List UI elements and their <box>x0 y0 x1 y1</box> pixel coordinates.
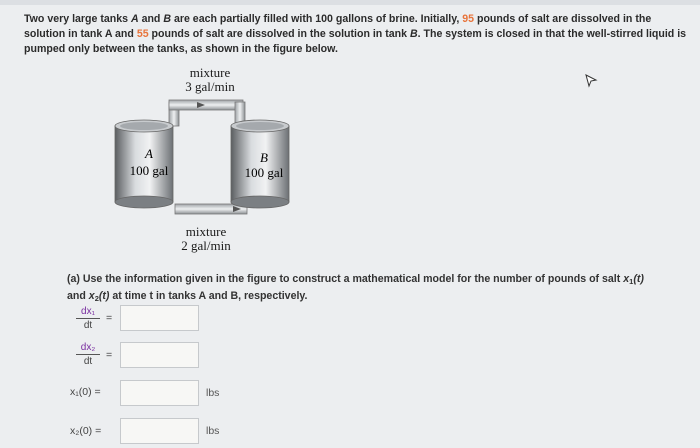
mouse-cursor-icon <box>584 74 598 88</box>
dx1-denominator: dt <box>83 320 93 331</box>
dx1-dt-input[interactable] <box>120 305 199 331</box>
x2-arg: (t) <box>98 290 110 302</box>
tank-b-volume: 100 gal <box>244 165 284 180</box>
bottom-flow-line1: mixture <box>185 224 227 239</box>
part-a-suffix: at time t in tanks A and B, respectively. <box>109 290 308 302</box>
top-bar <box>0 0 700 5</box>
highlighted-number: 55 <box>136 28 149 40</box>
x1-subscript: 1 <box>629 277 634 286</box>
dx1-numerator: dx₁ <box>76 306 100 319</box>
tank-a-volume: 100 gal <box>129 163 169 178</box>
dx1-dt-fraction <box>76 306 100 331</box>
dx2-denominator: dt <box>83 356 93 367</box>
x2-unit: lbs <box>206 425 220 437</box>
tank-a-name: A <box>145 146 153 161</box>
top-flow-line2: 3 gal/min <box>185 79 235 94</box>
problem-text-segment: A <box>130 13 139 25</box>
x1-initial-input[interactable] <box>120 380 199 406</box>
top-flow-label <box>170 66 250 94</box>
tank-diagram <box>105 92 315 232</box>
x1-arg: (t) <box>633 273 644 285</box>
x2-subscript: 2 <box>94 294 99 303</box>
x2-symbol: x <box>88 290 95 302</box>
dx2-dt-fraction <box>76 342 100 367</box>
dx1-equals: = <box>106 312 113 324</box>
part-a-prefix: (a) Use the information given in the figure to construct a mathematical model for the number of pounds of salt <box>67 273 624 285</box>
problem-text-segment: are each partially filled with 100 gallons of brine. Initially, <box>171 13 463 25</box>
problem-text-segment: pounds of salt are dissolved in the solution in tank <box>148 28 410 40</box>
bottom-flow-label <box>166 225 246 253</box>
dx2-numerator: dx₂ <box>76 342 100 355</box>
problem-text-segment: pounds of salt are dissolved in the solution in tank A and <box>24 13 652 40</box>
x2-initial-input[interactable] <box>120 418 199 444</box>
part-a-and: and <box>67 290 89 302</box>
problem-text-segment: and <box>138 13 164 25</box>
top-pipe <box>169 100 243 110</box>
x1-unit: lbs <box>206 387 220 399</box>
problem-text-segment: B <box>163 13 172 25</box>
highlighted-number: 95 <box>462 13 475 25</box>
problem-statement <box>24 12 692 57</box>
dx2-equals: = <box>106 349 113 361</box>
x2-initial-label: x₂(0) = <box>70 425 102 437</box>
tank-b-name: B <box>260 150 268 165</box>
part-a-prompt <box>67 272 687 306</box>
top-flow-line1: mixture <box>189 65 231 80</box>
problem-text-segment: Two very large tanks <box>24 13 131 25</box>
x1-initial-label: x₁(0) = <box>70 386 101 398</box>
dx2-dt-input[interactable] <box>120 342 199 368</box>
x1-symbol: x <box>623 273 630 285</box>
problem-text-segment: . The system is closed in that the well-stirred liquid is pumped only between the tanks, as shown in the figure below. <box>24 28 687 55</box>
bottom-flow-line2: 2 gal/min <box>181 238 231 253</box>
problem-text-segment: B <box>409 28 418 40</box>
